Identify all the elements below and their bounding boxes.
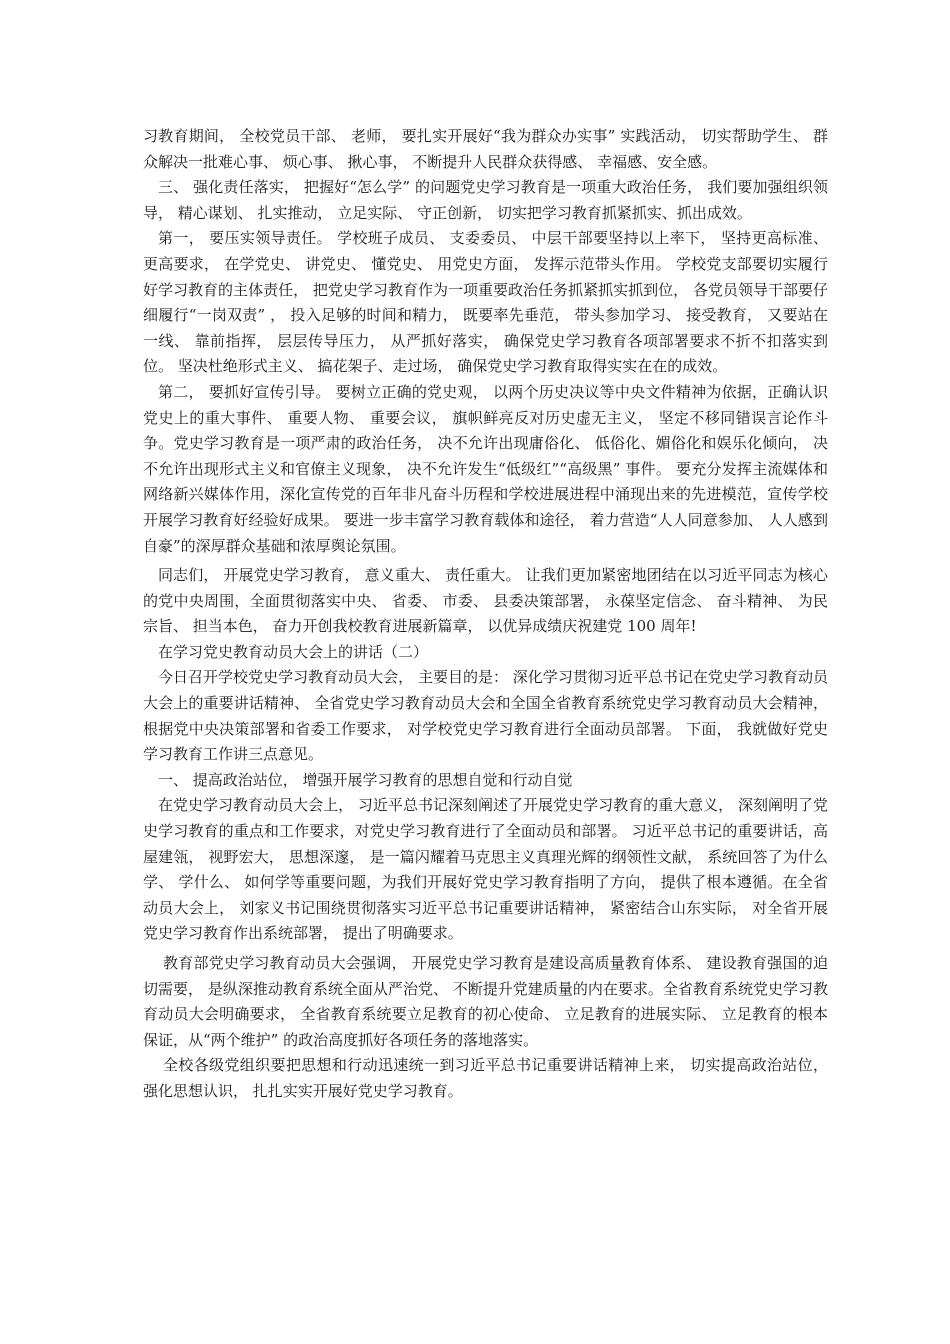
paragraph-ministry: 教育部党史学习教育动员大会强调， 开展党史学习教育是建设高质量教育体系、 建设教育强国的迫切需要， 是纵深推动教育系统全面从严治党、 不断提升党建质量的内在要求。全省教育系统党史学习教育动员大会明确要求， 全省教育系统要立足教育的初心使命、 立足教育的进展实际、 立足教育的根本保证，从“两个维护” 的政治高度抓好各项任务的落地落实。 [143, 954, 828, 1049]
paragraph-closing: 同志们， 开展党史学习教育， 意义重大、 责任重大。 让我们更加紧密地团结在以习近平同志为核心的党中央周围，全面贯彻落实中央、 省委、 市委、 县委决策部署， 永葆坚定信念、 奋斗精神、 为民宗旨、 担当本色， 奋力开创我校教育进展新篇章， 以优异成绩庆祝建党 100 周年! [143, 566, 828, 636]
paragraph-unify: 全校各级党组织要把思想和行动迅速统一到习近平总书记重要讲话精神上来， 切实提高政治站位， 强化思想认识， 扎扎实实开展好党史学习教育。 [143, 1056, 828, 1100]
paragraph-first: 第一， 要压实领导责任。 学校班子成员、 支委委员、 中层干部要坚持以上率下， 坚持更高标准、 更高要求， 在学党史、 讲党史、 懂党史、 用党史方面， 发挥示范带头作用。 学校党支部要切实履行好学习教育的主体责任， 把党史学习教育作为一项重要政治任务抓紧抓实抓到位， 各党员领导干部要仔细履行“一岗双责” ， 投入足够的时间和精力， 既要率先垂范， 带头参加学习、 接受教育， 又要站在一线、 靠前指挥， 层层传导压力， 从严抓好落实， 确保党史学习教育各项部署要求不折不扣落实到位。 坚决杜绝形式主义、 搞花架子、走过场， 确保党史学习教育取得实实在在的成效。 [143, 229, 828, 376]
section-heading-three: 三、 强化责任落实， 把握好“怎么学” 的问题党史学习教育是一项重大政治任务， 我们要加强组织领导， 精心谋划、 扎实推动， 立足实际、 守正创新， 切实把学习教育抓紧抓实、抓出成效。 [143, 178, 828, 222]
paragraph-continuation: 习教育期间， 全校党员干部、 老师， 要扎实开展好“我为群众办实事” 实践活动， 切实帮助学生、 群众解决一批难心事、 烦心事、 揪心事， 不断提升人民群众获得感、 幸福感、安全感。 [143, 127, 828, 171]
paragraph-significance: 在党史学习教育动员大会上， 习近平总书记深刻阐述了开展党史学习教育的重大意义， 深刻阐明了党史学习教育的重点和工作要求，对党史学习教育进行了全面动员和部署。 习近平总书记的重要讲话，高屋建瓴， 视野宏大， 思想深邃， 是一篇闪耀着马克思主义真理光辉的纲领性文献， 系统回答了为什么学、 学什么、 如何学等重要问题，为我们开展好党史学习教育指明了方向， 提供了根本遵循。在全省动员大会上， 刘家义书记围绕贯彻落实习近平总书记重要讲话精神， 紧密结合山东实际， 对全省开展党史学习教育作出系统部署， 提出了明确要求。 [143, 796, 828, 943]
document-body [143, 124, 828, 1105]
speech-title-two: 在学习党史教育动员大会上的讲话（二） [158, 642, 429, 661]
section-heading-one: 一、 提高政治站位， 增强开展学习教育的思想自觉和行动自觉 [158, 770, 573, 789]
paragraph-second: 第二， 要抓好宣传引导。 要树立正确的党史观， 以两个历史决议等中央文件精神为依据，正确认识党史上的重大事件、 重要人物、 重要会议， 旗帜鲜亮反对历史虚无主义， 坚定不移同错误言论作斗争。党史学习教育是一项严肃的政治任务， 决不允许出现庸俗化、 低俗化、媚俗化和娱乐化倾向， 决不允许出现形式主义和官僚主义现象， 决不允许发生“低级红”“高级黑” 事件。 要充分发挥主流媒体和网络新兴媒体作用，深化宣传党的百年非凡奋斗历程和学校进展进程中涌现出来的先进模范，宣传学校开展学习教育好经验好成果。 要进一步丰富学习教育载体和途径， 着力营造“人人同意参加、 人人感到自豪”的深厚群众基础和浓厚舆论氛围。 [143, 382, 828, 555]
paragraph-intro: 今日召开学校党史学习教育动员大会， 主要目的是： 深化学习贯彻习近平总书记在党史学习教育动员大会上的重要讲话精神、 全省党史学习教育动员大会和全国全省教育系统党史学习教育动员大会精神， 根据党中央决策部署和省委工作要求， 对学校党史学习教育进行全面动员部署。 下面， 我就做好党史学习教育工作讲三点意见。 [143, 668, 828, 764]
